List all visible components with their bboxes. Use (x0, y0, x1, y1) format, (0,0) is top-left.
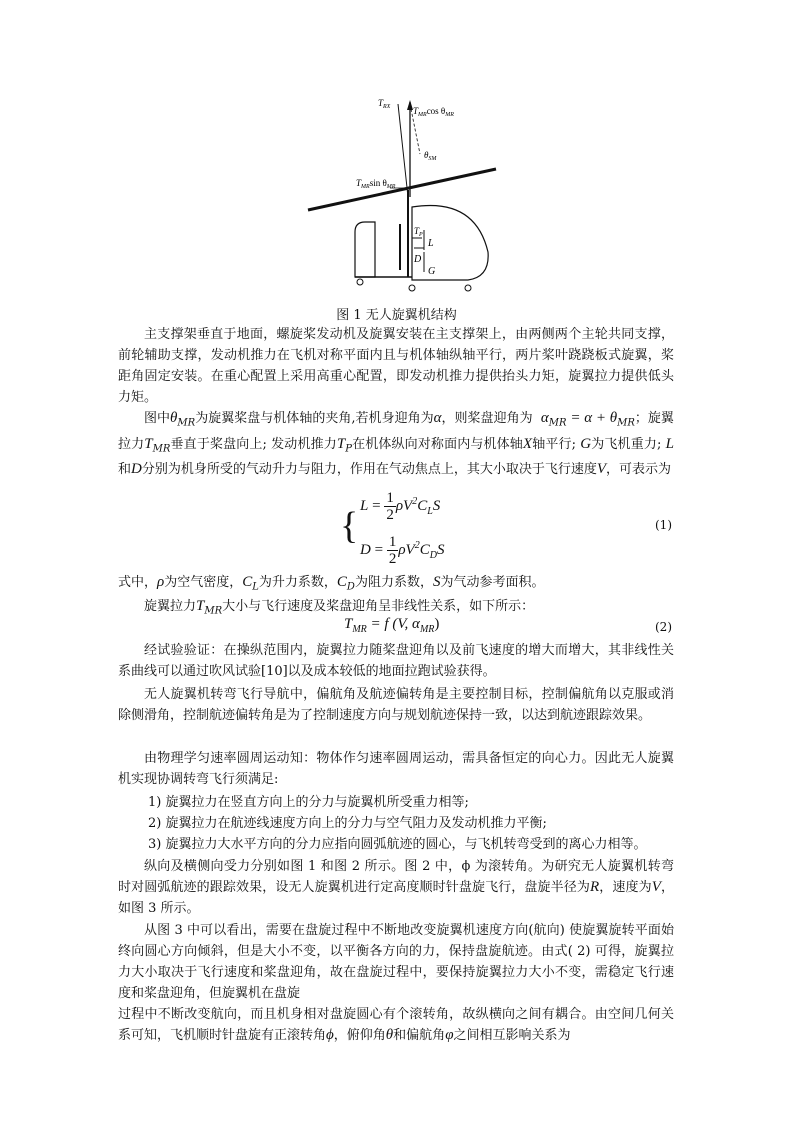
list-item: 3) 旋翼拉力大水平方向的分力应指向圆弧航迹的圆心，与飞机转弯受到的离心力相等。 (148, 837, 647, 852)
label-g: G (428, 266, 436, 277)
paragraph-7: 由物理学匀速率圆周运动知：物体作匀速率圆周运动，需具备恒定的向心力。因此无人旋翼机实现协调转弯飞行须满足: (118, 751, 674, 787)
label-t-rx: $T_{RX}$ (378, 98, 391, 110)
equation-1-lift: L = $\frac{1}{2}$ $\rho V^2C_LS$ (360, 490, 441, 523)
label-t-mr-cos: $T_{MR}\cos$ $\theta_{MR}$ (413, 106, 454, 118)
equation-1-number: (1) (655, 518, 672, 532)
paragraph-6: 无人旋翼机转弯飞行导航中，偏航角及航迹偏转角是主要控制目标，控制偏航角以克服或消除侧滑角，控制航迹偏转角是为了控制速度方向与规划航迹保持一致，以达到航迹跟踪效果。 (118, 687, 674, 723)
paragraph-2: 图中$\theta_{MR}$为旋翼桨盘与机体轴的夹角,若机身迎角为α，则桨盘迎角为 $\alpha_{MR} = \alpha + \theta_{MR}$；旋翼拉力$T_{MR}$垂直于桨盘向上; 发动机推力$T_P$在机体纵向对称面内与机体轴X轴平行; G为飞机重力; L和D分别为机身所受的气动升力与阻力，作用在气动焦点上，其大小取决于飞行速度V，可表示为 (118, 410, 674, 478)
nose-wheel (465, 285, 471, 291)
main-wheel (409, 285, 415, 291)
equation-1-brace: { (340, 505, 359, 547)
paragraph-5: 经试验验证：在操纵范围内，旋翼拉力随桨盘迎角以及前飞速度的增大而增大，其非线性关系曲线可以通过吹风试验[10]以及成本较低的地面拉跑试验获得。 (118, 643, 674, 679)
equation-2-number: (2) (655, 620, 672, 634)
fuselage (412, 205, 488, 280)
label-l: L (428, 238, 434, 249)
rotor-blade (308, 169, 496, 210)
figure-caption: 图 1 无人旋翼机结构 (336, 308, 457, 323)
paragraph-3: 式中，ρ为空气密度，$C_L$为升力系数，$C_D$为阻力系数，S为气动参考面积。 (118, 574, 545, 593)
tail-fin (355, 222, 375, 277)
list-item: 2) 旋翼拉力在航迹线速度方向上的分力与空气阻力及发动机推力平衡; (148, 816, 547, 831)
paragraph-1: 主支撑架垂直于地面，螺旋桨发动机及旋翼安装在主支撑架上，由两侧两个主轮共同支撑，前轮辅助支撑，发动机推力在飞机对称平面内且与机体轴纵轴平行，两片桨叶跷跷板式旋翼，桨距角固定安装。在重心配置上采用高重心配置，即发动机推力提供抬头力矩，旋翼拉力提供低头力矩。 (118, 327, 674, 405)
paragraph-8: 纵向及横侧向受力分别如图 1 和图 2 所示。图 2 中，ϕ 为滚转角。为研究无人旋翼机转弯时对圆弧航迹的跟踪效果，设无人旋翼机进行定高度顺时针盘旋飞行，盘旋半径为R，速度为V，如图 3 所示。 (118, 859, 674, 916)
list-item: 1) 旋翼拉力在竖直方向上的分力与旋翼机所受重力相等; (148, 795, 469, 810)
label-t-mr-sin: $T_{MR}\sin$ $\theta_{MR}$ (356, 178, 396, 190)
t-rx-vector (398, 104, 408, 197)
equation-1-drag: D = $\frac{1}{2}$ $\rho V^2C_DS$ (360, 534, 445, 567)
condition-list (148, 792, 678, 855)
label-theta-sm: $\theta_{SM}$ (424, 150, 437, 162)
label-tp: $T_P$ (414, 226, 423, 238)
equation-2: $T_{MR} = f$ (V, $\alpha_{MR}$) (344, 616, 440, 635)
paragraph-10: 过程中不断改变航向，而且机身相对盘旋圆心有个滚转角，故纵横向之间有耦合。由空间几何关系可知，飞机顺时针盘旋有正滚转角ϕ，俯仰角θ和偏航角φ之间相互影响关系为 (118, 1007, 674, 1043)
rear-wheel (357, 279, 363, 285)
paragraph-9: 从图 3 中可以看出，需要在盘旋过程中不断地改变旋翼机速度方向(航向) 使旋翼旋转平面始终向圆心方向倾斜，但是大小不变，以平衡各方向的力，保持盘旋航迹。由式( 2) 可得，旋翼拉力大小取决于飞行速度和桨盘迎角，故在盘旋过程中，要保持旋翼拉力大小不变，需稳定飞行速度和桨盘迎角，但旋翼机在盘旋 (118, 923, 674, 1001)
paragraph-4: 旋翼拉力$T_{MR}$大小与飞行速度及桨盘迎角呈非线性关系，如下所示： (144, 598, 535, 617)
label-d: D (414, 254, 422, 265)
autogyro-structure-figure (300, 92, 500, 304)
